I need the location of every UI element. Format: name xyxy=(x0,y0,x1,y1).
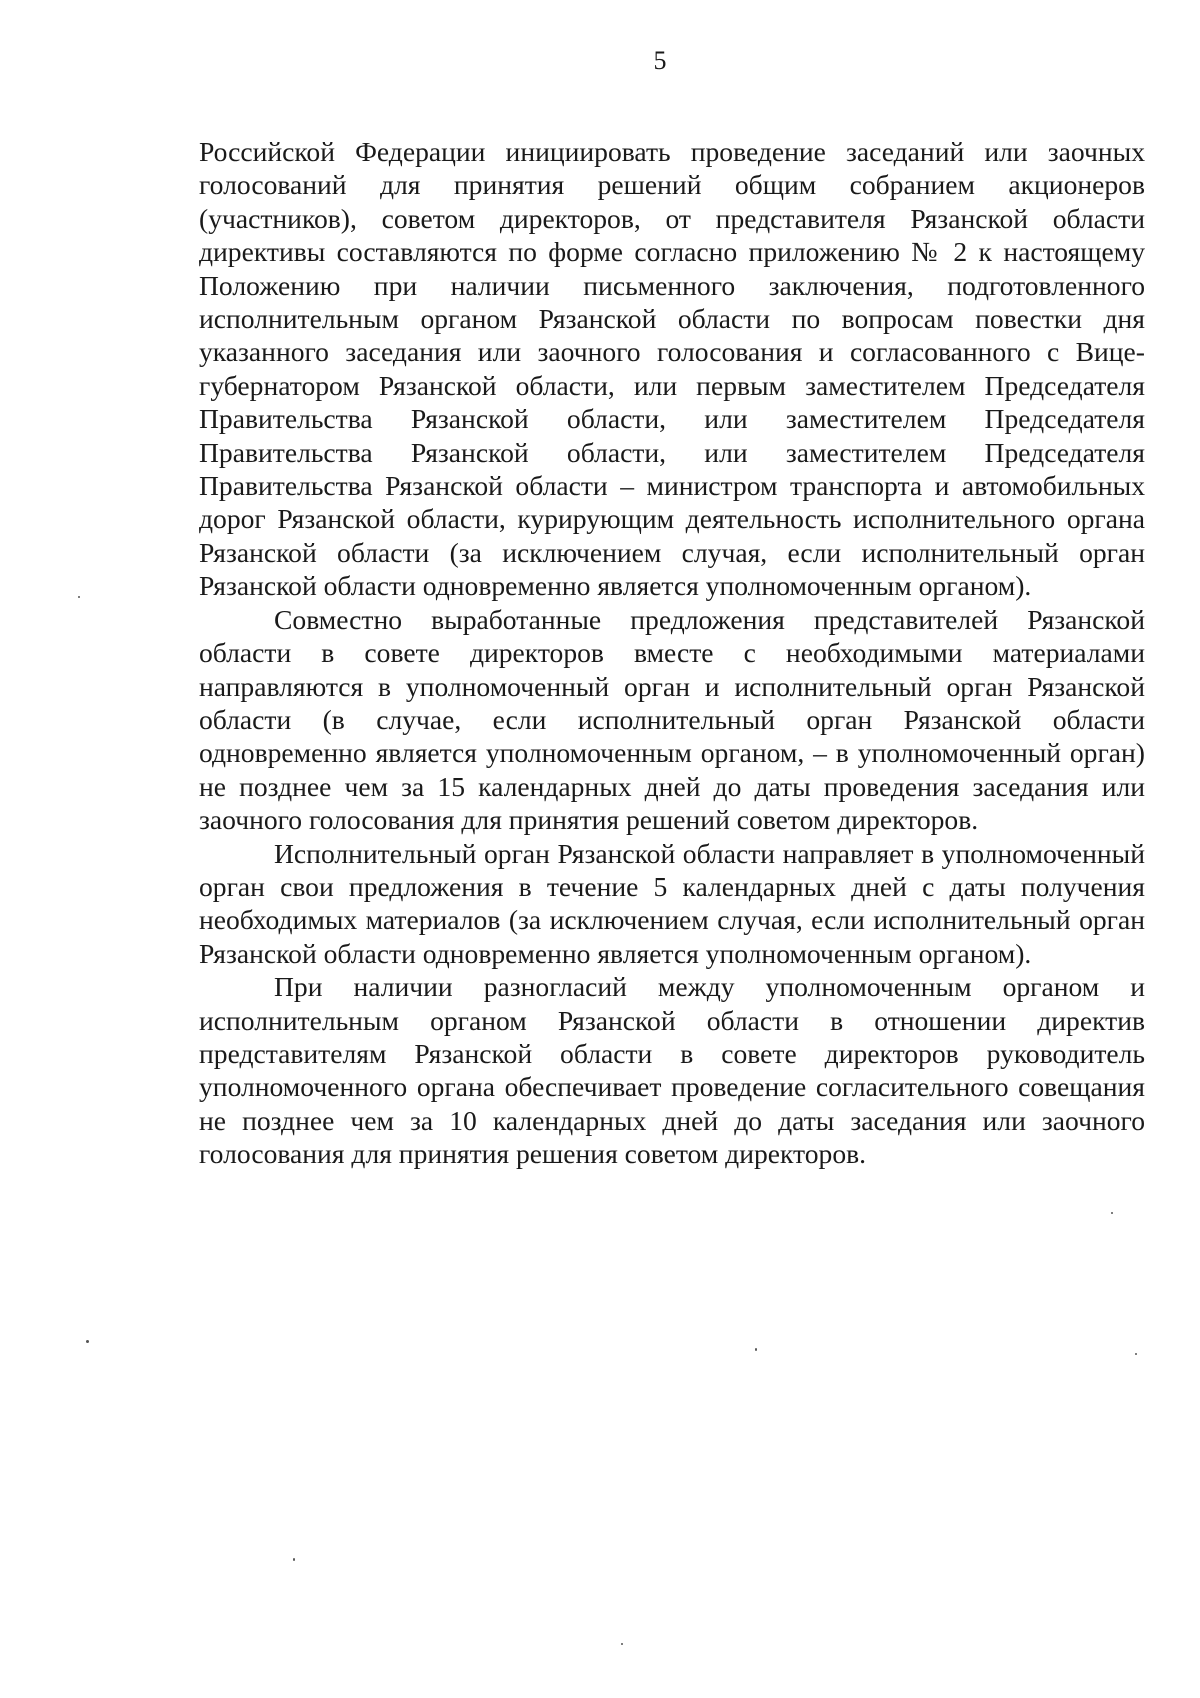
scan-speck xyxy=(621,1643,623,1645)
paragraph-executive-body-proposals: Исполнительный орган Рязанской области направляет в уполномоченный орган свои предложения в течение 5 календарных дней с даты получения необходимых материалов (за исключением случая, если исполнительный орган Рязанской области одновременно является уполномоченным органом). xyxy=(199,837,1145,969)
scan-speck xyxy=(78,596,80,598)
scan-speck xyxy=(1135,1353,1137,1355)
document-body xyxy=(199,135,1145,1171)
scan-speck xyxy=(293,1558,295,1561)
paragraph-disagreements: При наличии разногласий между уполномоченным органом и исполнительным органом Рязанской области в отношении директив представителям Рязанской области в совете директоров руководитель уполномоченного органа обеспечивает проведение согласительного совещания не позднее чем за 10 календарных дней до даты заседания или заочного голосования для принятия решения советом директоров. xyxy=(199,971,1145,1170)
scan-speck xyxy=(755,1348,757,1351)
page-number: 5 xyxy=(653,46,667,75)
paragraph-joint-proposals: Совместно выработанные предложения представителей Рязанской области в совете директоров вместе с необходимыми материалами направляются в уполномоченный орган и исполнительный орган Рязанской области (в случае, если исполнительный орган Рязанской области одновременно является уполномоченным органом, – в уполномоченный орган) не позднее чем за 15 календарных дней до даты проведения заседания или заочного голосования для принятия решений советом директоров. xyxy=(199,603,1145,836)
paragraph-continuation: Российской Федерации инициировать проведение заседаний или заочных голосований для принятия решений общим собранием акционеров (участников), советом директоров, от представителя Рязанской области директивы составляются по форме согласно приложению № 2 к настоящему Положению при наличии письменного заключения, подготовленного исполнительным органом Рязанской области по вопросам повестки дня указанного заседания или заочного голосования и согласованного с Вице-губернатором Рязанской области, или первым заместителем Председателя Правительства Рязанской области, или заместителем Председателя Правительства Рязанской области, или заместителем Председателя Правительства Рязанской области – министром транспорта и автомобильных дорог Рязанской области, курирующим деятельность исполнительного органа Рязанской области (за исключением случая, если исполнительный орган Рязанской области одновременно является уполномоченным органом). xyxy=(199,136,1145,602)
scan-speck xyxy=(86,1340,89,1343)
scan-speck xyxy=(1111,1212,1113,1214)
